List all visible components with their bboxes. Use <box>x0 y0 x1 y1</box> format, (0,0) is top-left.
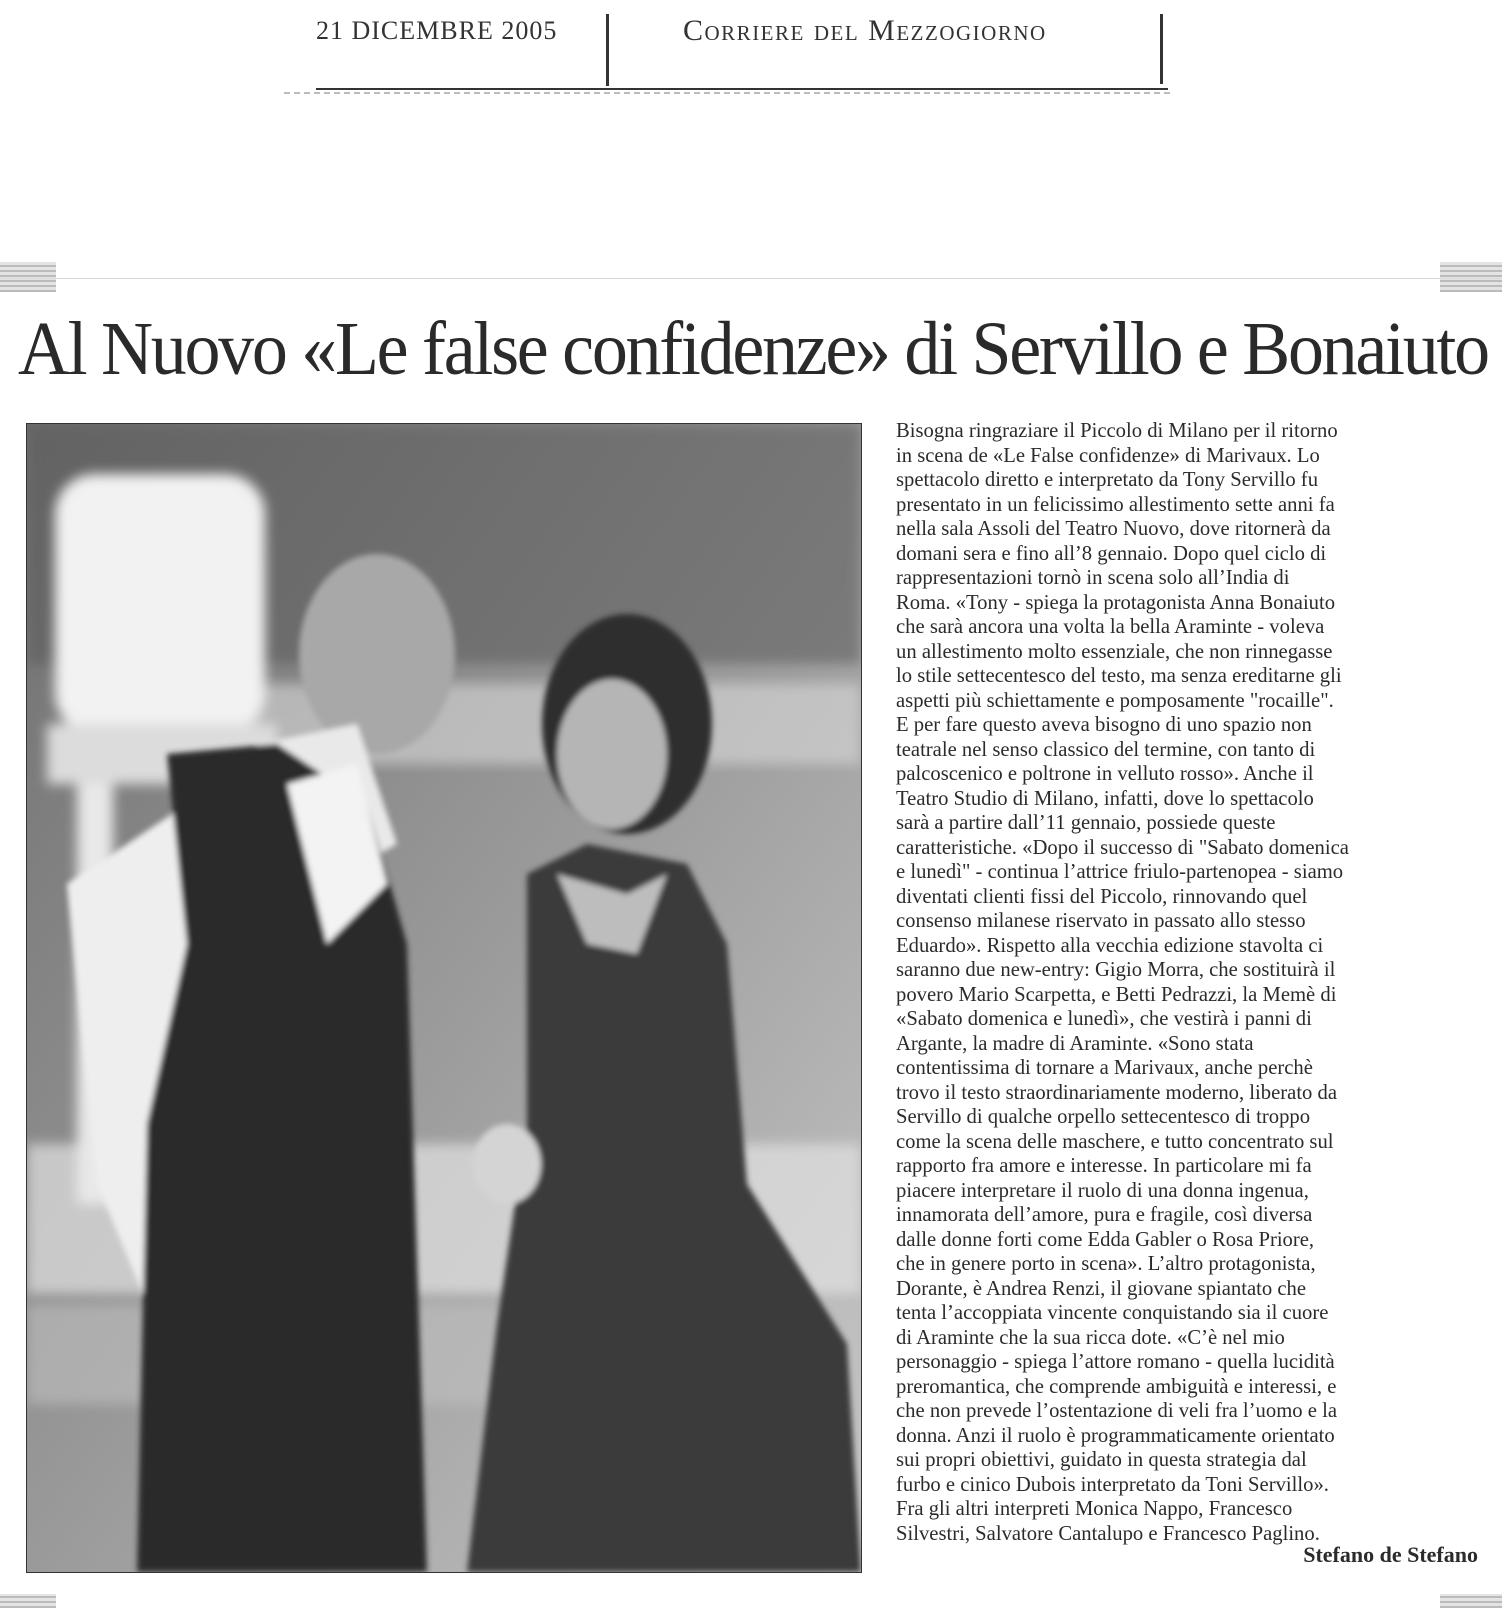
article-line: caratteristiche. «Dopo il successo di "Sabato domenica <box>896 834 1349 859</box>
article-line: povero Mario Scarpetta, e Betti Pedrazzi, la Memè di <box>896 981 1337 1006</box>
article-line: contentissima di tornare a Marivaux, anche perchè <box>896 1055 1313 1079</box>
article-line: dalle donne forti come Edda Gabler o Rosa Priore, <box>896 1226 1315 1251</box>
article-line: un allestimento molto essenziale, che non rinnegasse <box>896 638 1333 663</box>
masthead <box>316 8 1168 84</box>
article-line: rappresentazioni tornò in scena solo all’India di <box>896 565 1290 589</box>
article-line: in scena de «Le False confidenze» di Marivaux. Lo <box>896 442 1320 467</box>
article-line: donna. Anzi il ruolo è programmaticamente orientato <box>896 1422 1335 1447</box>
article-line: preromantica, che comprende ambiguità e interessi, e <box>896 1373 1337 1398</box>
article-line: lo stile settecentesco del testo, ma senza ereditarne gli <box>896 663 1342 687</box>
article-line: sarà a partire dall’11 gennaio, possiede queste <box>896 810 1276 834</box>
article-line: di Araminte che la sua ricca dote. «C’è nel mio <box>896 1324 1285 1349</box>
article-line: aspetti più schiettamente e pomposamente "rocaille". <box>896 687 1334 712</box>
article-line: tenta l’accoppiata vincente conquistando sia il cuore <box>896 1300 1329 1324</box>
article-line: Argante, la madre di Araminte. «Sono stata <box>896 1030 1254 1055</box>
masthead-divider <box>606 14 609 86</box>
article-line: Eduardo». Rispetto alla vecchia edizione stavolta ci <box>896 932 1324 957</box>
article-line: che in genere porto in scena». L’altro protagonista, <box>896 1251 1316 1275</box>
article-line: palcoscenico e poltrone in velluto rosso». Anche il <box>896 761 1314 785</box>
masthead-rule <box>316 88 1168 90</box>
article-line: personaggio - spiega l’attore romano - quella lucidità <box>896 1349 1335 1373</box>
article-line: rapporto fra amore e interesse. In particolare mi fa <box>896 1153 1312 1177</box>
article-line: spettacolo diretto e interpretato da Tony Servillo fu <box>896 467 1319 491</box>
article-line: teatrale nel senso classico del termine, con tanto di <box>896 736 1316 761</box>
article-line: «Sabato domenica e lunedì», che vestirà i panni di <box>896 1006 1312 1030</box>
article-line: innamorata dell’amore, pura e fragile, così diversa <box>896 1202 1313 1226</box>
stage-photo <box>26 423 862 1573</box>
article-line: Servillo di qualche orpello settecentesco di troppo <box>896 1104 1311 1128</box>
article-line: Silvestri, Salvatore Cantalupo e Francesco Paglino. <box>896 1520 1320 1545</box>
article-line: presentato in un felicissimo allestimento sette anni fa <box>896 491 1335 516</box>
article-line: e lunedì" - continua l’attrice friulo-partenopea - siamo <box>896 859 1344 883</box>
clipping-corner <box>1440 1594 1502 1608</box>
stage-photo-image <box>27 424 861 1572</box>
article-line: E per fare questo aveva bisogno di uno spazio non <box>896 712 1312 736</box>
article-line: furbo e cinico Dubois interpretato da Toni Servillo». <box>896 1471 1329 1496</box>
newspaper-name: Corriere del Mezzogiorno <box>683 14 1047 47</box>
byline: Stefano de Stefano <box>1303 1542 1478 1567</box>
article-line: diventati clienti fissi del Piccolo, rinnovando quel <box>896 883 1308 908</box>
article-line: domani sera e fino all’8 gennaio. Dopo quel ciclo di <box>896 540 1327 565</box>
clipping-top-edge <box>0 278 1502 279</box>
article-line: consenso milanese riservato in passato allo stesso <box>896 908 1306 932</box>
article-line: che non prevede l’ostentazione di veli fra l’uomo e la <box>896 1398 1337 1422</box>
issue-date: 21 DICEMBRE 2005 <box>316 16 558 45</box>
article-line: che sarà ancora una volta la bella Araminte - voleva <box>896 614 1325 638</box>
article-line: sui propri obiettivi, guidato in questa strategia dal <box>896 1447 1307 1471</box>
clipping-corner <box>0 262 56 292</box>
article-line: trovo il testo straordinariamente moderno, liberato da <box>896 1079 1338 1104</box>
article-line: Fra gli altri interpreti Monica Nappo, Francesco <box>896 1496 1293 1520</box>
article-body <box>896 418 1476 1545</box>
article-line: saranno due new-entry: Gigio Morra, che sostituirà il <box>896 957 1336 981</box>
article-line: come la scena delle maschere, e tutto concentrato sul <box>896 1128 1334 1153</box>
article-line: Bisogna ringraziare il Piccolo di Milano per il ritorno <box>896 418 1338 442</box>
masthead-divider <box>1160 14 1163 84</box>
article-line: nella sala Assoli del Teatro Nuovo, dove ritornerà da <box>896 516 1331 540</box>
article-line: Roma. «Tony - spiega la protagonista Anna Bonaiuto <box>896 589 1336 614</box>
clipping-corner <box>0 1594 56 1608</box>
article-line: Dorante, è Andrea Renzi, il giovane spiantato che <box>896 1275 1307 1300</box>
article-line: piacere interpretare il ruolo di una donna ingenua, <box>896 1177 1309 1202</box>
masthead-underline <box>284 92 1170 94</box>
article-line: Teatro Studio di Milano, infatti, dove lo spettacolo <box>896 785 1314 810</box>
clipping-corner <box>1440 262 1502 292</box>
article-headline: Al Nuovo «Le false confidenze» di Servillo e Bonaiuto <box>18 307 1488 391</box>
